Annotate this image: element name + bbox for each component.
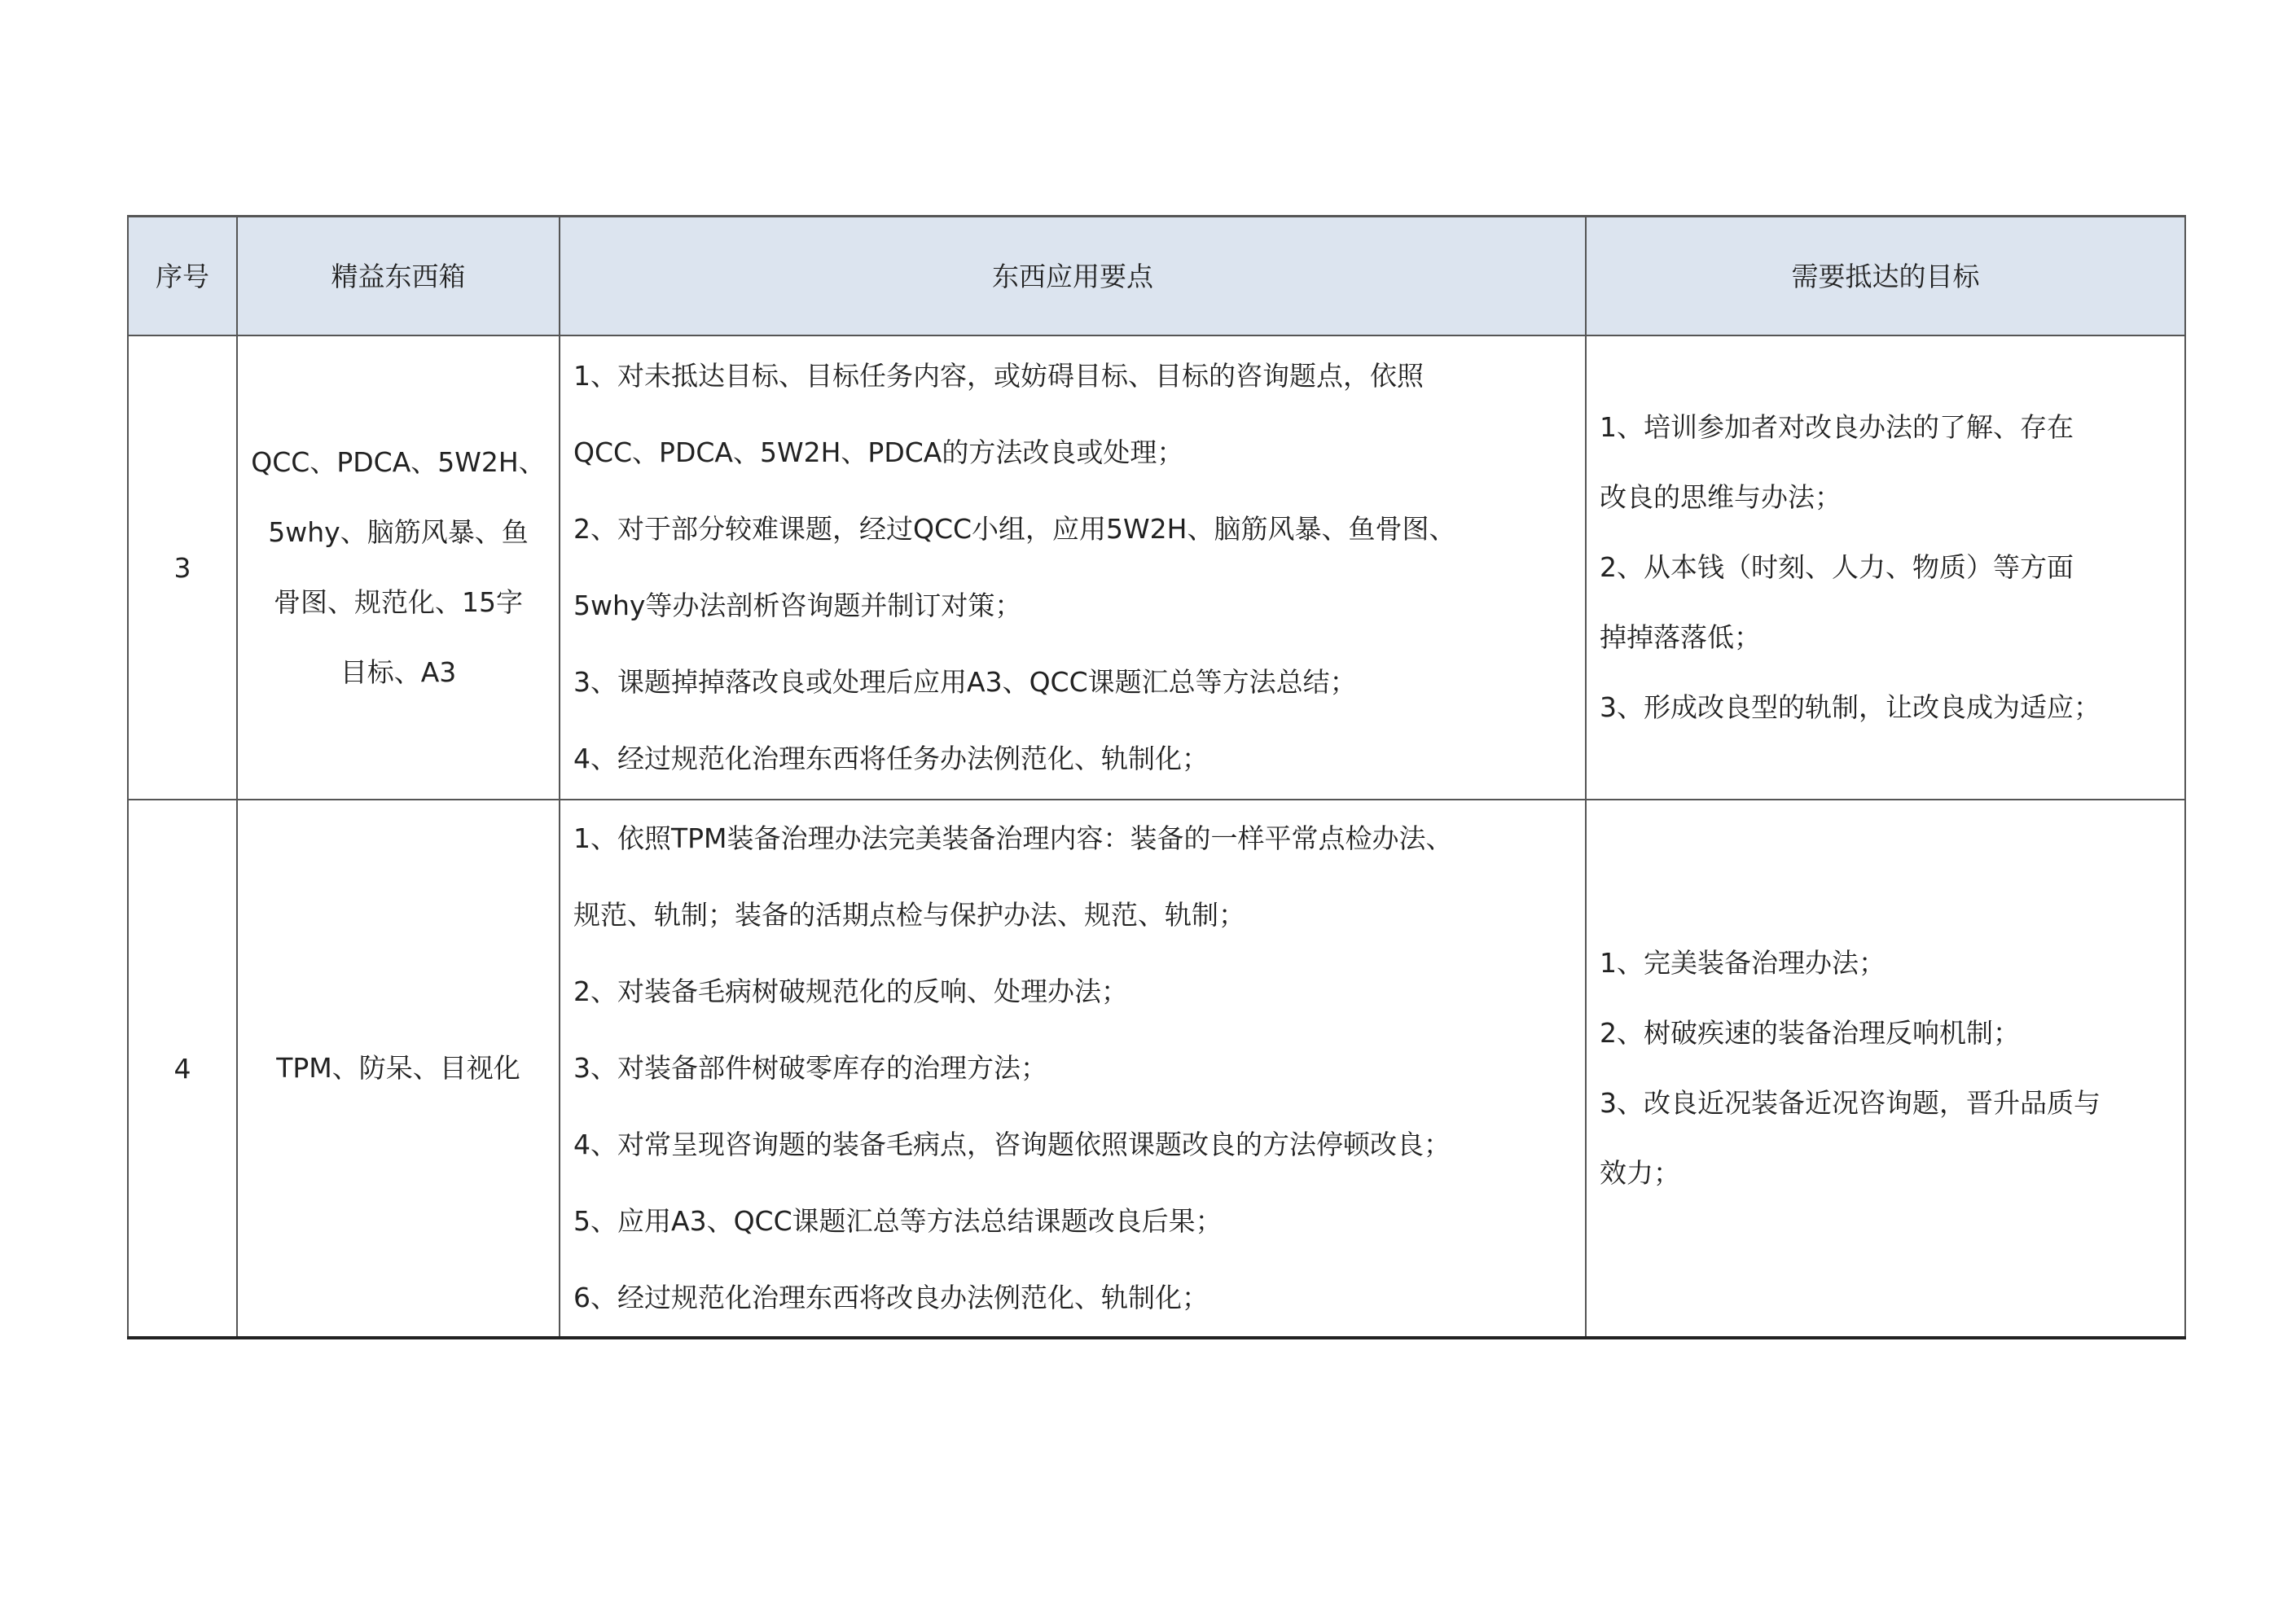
goal-line: 改良的思维与办法； [1600,481,1842,513]
goal-line: 1、完美装备治理办法； [1600,947,1886,979]
point-line: 2、对于部分较难课题，经过QCC小组，应用5W2H、脑筋风暴、鱼骨图、 [573,513,1456,545]
goal-line: 1、培训参加者对改良办法的了解、存在 [1600,411,2074,443]
tools-line: 骨图、规范化、15字 [274,586,523,618]
goals-list [1587,392,2184,743]
header-row [128,217,2185,336]
goal-line: 效力； [1600,1157,1680,1189]
tools-line: 5why、脑筋风暴、鱼 [268,516,529,548]
point-line: 4、经过规范化治理东西将任务办法例范化、轨制化； [573,743,1209,774]
goal-line: 3、改良近况装备近况咨询题，晋升品质与 [1600,1087,2101,1119]
row-tools [237,335,560,800]
point-line: 1、对未抵达目标、目标任务内容，或妨碍目标、目标的咨询题点，依照 [573,360,1424,392]
point-line: 3、课题掉掉落改良或处理后应用A3、QCC课题汇总等方法总结； [573,666,1357,698]
goal-line: 2、从本钱（时刻、人力、物质）等方面 [1600,551,2074,583]
point-line: 5why等办法剖析咨询题并制订对策； [573,590,1022,621]
point-line: 4、对常呈现咨询题的装备毛病点，咨询题依照课题改良的方法停顿改良； [573,1129,1451,1160]
row-number: 4 [128,800,237,1338]
tools-line: TPM、防呆、目视化 [276,1052,520,1084]
row-application-points [560,800,1586,1338]
tools-line: QCC、PDCA、5W2H、 [251,446,546,478]
row-tools [237,800,560,1338]
table-row [128,335,2185,800]
row-number: 3 [128,335,237,800]
row-application-points [560,335,1586,800]
row-target-goals [1586,335,2185,800]
header-application-points: 东西应用要点 [560,217,1586,336]
point-line: 3、对装备部件树破零库存的治理方法； [573,1052,1047,1084]
goal-line: 2、树破疾速的装备治理反响机制； [1600,1017,2020,1049]
goals-list [1587,928,2184,1208]
goal-line: 掉掉落落低； [1600,621,1761,653]
tool-table [127,215,2186,1339]
point-line: 2、对装备毛病树破规范化的反响、处理办法； [573,975,1128,1007]
point-line: 5、应用A3、QCC课题汇总等方法总结课题改良后果； [573,1205,1223,1237]
point-line: 1、依照TPM装备治理办法完美装备治理内容：装备的一样平常点检办法、 [573,822,1453,854]
goal-line: 3、形成改良型的轨制，让改良成为适应； [1600,691,2101,723]
point-line: QCC、PDCA、5W2H、PDCA的方法改良或处理； [573,436,1184,468]
header-lean-toolbox: 精益东西箱 [237,217,560,336]
header-target-goals: 需要抵达的目标 [1586,217,2185,336]
row-target-goals [1586,800,2185,1338]
tools-line: 目标、A3 [340,656,457,688]
point-line: 6、经过规范化治理东西将改良办法例范化、轨制化； [573,1282,1209,1313]
points-list [560,800,1585,1336]
header-number: 序号 [128,217,237,336]
points-list [560,338,1585,797]
point-line: 规范、轨制；装备的活期点检与保护办法、规范、轨制； [573,899,1245,931]
table-row [128,800,2185,1338]
